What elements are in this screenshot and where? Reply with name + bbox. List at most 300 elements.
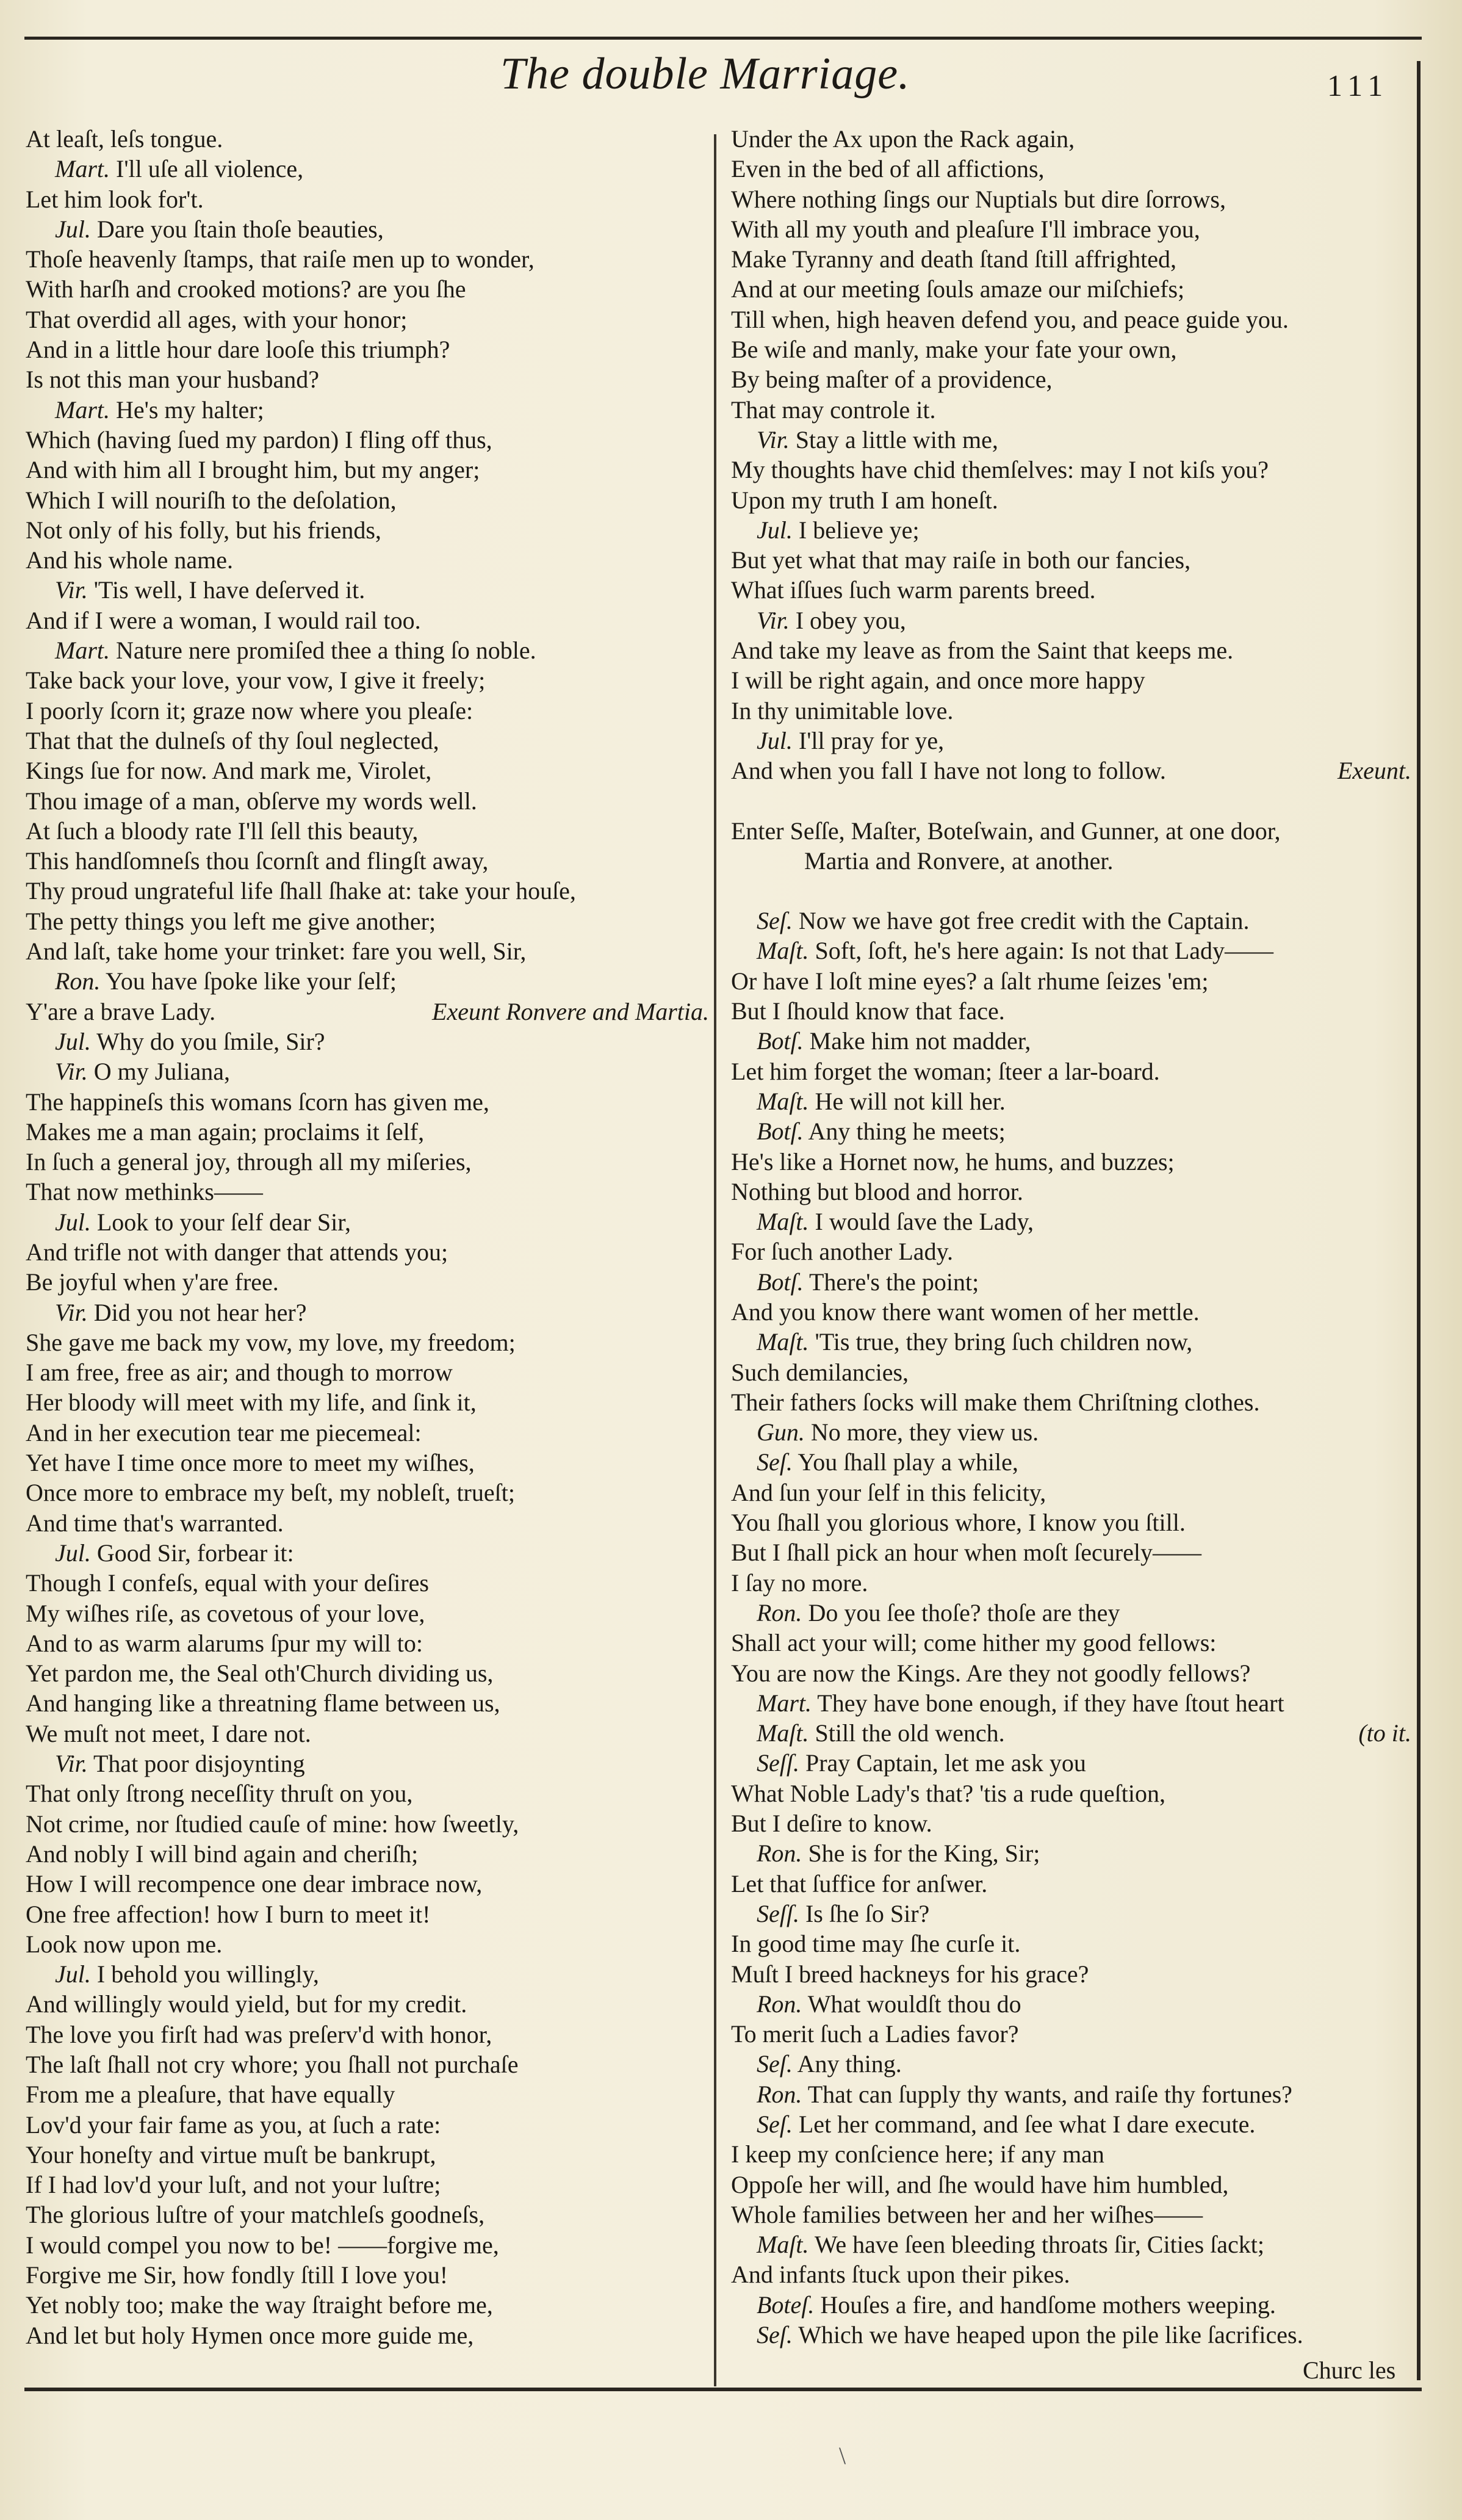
verse-line: [26, 1688, 709, 1718]
line-text: Good Sir, forbear it:: [96, 1539, 294, 1567]
stage-direction: Exeunt.: [1337, 757, 1411, 785]
line-text: What iſſues ſuch warm parents breed.: [731, 576, 1096, 604]
verse-line: [731, 1658, 1411, 1688]
verse-line: [26, 1809, 709, 1839]
verse-line: [731, 274, 1411, 304]
line-text: Nothing but blood and horror.: [731, 1177, 1023, 1205]
line-text: You are now the Kings. Are they not goodly fellows?: [731, 1659, 1251, 1687]
verse-line: [26, 1298, 709, 1327]
line-text: I am free, free as air; and though to morrow: [26, 1359, 453, 1387]
line-text: How I will recompence one dear imbrace now,: [26, 1870, 483, 1898]
verse-line: [731, 1778, 1411, 1808]
line-text: But yet what that may raiſe in both our fancies,: [731, 546, 1191, 574]
verse-line: [731, 696, 1411, 726]
speaker-name: Jul.: [55, 1027, 91, 1055]
verse-line: [26, 756, 709, 785]
line-text: Makes me a man again; proclaims it ſelf,: [26, 1117, 425, 1146]
verse-line: [731, 1327, 1411, 1357]
line-text: Did you not hear her?: [93, 1298, 307, 1326]
line-text: Which (having ſued my pardon) I fling off thus,: [26, 425, 492, 453]
line-text: The glorious luſtre of your matchleſs goodneſs,: [26, 2201, 485, 2229]
verse-line: [26, 2079, 709, 2109]
verse-line: [731, 364, 1411, 394]
verse-line: [26, 575, 709, 605]
verse-line: [26, 1327, 709, 1357]
verse-line: [26, 1087, 709, 1117]
verse-line: [731, 2259, 1411, 2289]
line-text: Where nothing ſings our Nuptials but dire ſorrows,: [731, 185, 1226, 213]
right-text-column: [731, 124, 1411, 2350]
verse-line: [26, 2290, 709, 2320]
verse-line: [731, 334, 1411, 364]
line-text: Thoſe heavenly ſtamps, that raiſe men up to wonder,: [26, 245, 535, 273]
line-text: And nobly I will bind again and cheriſh;: [26, 1839, 419, 1868]
line-text: Under the Ax upon the Rack again,: [731, 125, 1075, 153]
verse-line: [731, 635, 1411, 665]
line-text: Let that ſuffice for anſwer.: [731, 1869, 988, 1897]
verse-line: [731, 2320, 1411, 2350]
line-text: The happineſs this womans ſcorn has given me,: [26, 1088, 489, 1116]
line-text: And hanging like a threatning flame between us,: [26, 1689, 500, 1717]
line-text: In thy unimitable love.: [731, 696, 954, 724]
verse-line: [26, 305, 709, 334]
verse-line: [731, 1628, 1411, 1658]
page-number: 111: [1327, 68, 1389, 103]
verse-line: [26, 1448, 709, 1478]
verse-line: [731, 1507, 1411, 1537]
line-text: And his whole name.: [26, 546, 233, 574]
line-text: Muſt I breed hackneys for his grace?: [731, 1960, 1089, 1988]
stanza-gap: [731, 786, 1411, 816]
line-text: 'Tis true, they bring ſuch children now,: [815, 1328, 1193, 1356]
verse-line: [26, 1568, 709, 1598]
line-text: Still the old wench.: [815, 1719, 1005, 1747]
speaker-name: Maſt.: [757, 1208, 809, 1236]
line-text: You ſhall you glorious whore, I know you ſtill.: [731, 1509, 1186, 1537]
line-text: I'll uſe all violence,: [116, 155, 304, 183]
speaker-name: Vir.: [55, 1750, 88, 1778]
line-text: That now methinks——: [26, 1178, 263, 1206]
speaker-name: Maſt.: [757, 2231, 809, 2259]
speaker-name: Ron.: [757, 1990, 802, 2018]
line-text: You have ſpoke like your ſelf;: [105, 967, 397, 995]
line-text: Whole families between her and her wiſhes——: [731, 2200, 1203, 2228]
verse-line: [26, 1147, 709, 1177]
line-text: And time that's warranted.: [26, 1509, 284, 1537]
line-text: Though I confeſs, equal with your deſires: [26, 1569, 429, 1597]
line-text: Be joyful when y'are free.: [26, 1268, 279, 1296]
verse-line: [731, 124, 1411, 154]
verse-line: [731, 1929, 1411, 1959]
speaker-name: Jul.: [55, 1539, 91, 1567]
line-text: We muſt not meet, I dare not.: [26, 1719, 311, 1747]
verse-line: [26, 2020, 709, 2049]
line-text: I poorly ſcorn it; graze now where you pleaſe:: [26, 696, 474, 724]
line-text: Let him forget the woman; ſteer a lar-board.: [731, 1057, 1160, 1085]
verse-line: [731, 906, 1411, 936]
verse-line: [731, 395, 1411, 425]
speaker-name: Seſſ.: [757, 1749, 799, 1777]
verse-line: [731, 485, 1411, 515]
line-text: Make him not madder,: [809, 1027, 1031, 1055]
line-text: One free affection! how I burn to meet it!: [26, 1900, 431, 1928]
verse-line: [731, 1537, 1411, 1567]
left-text-column: [26, 124, 709, 2350]
verse-line: [731, 184, 1411, 214]
verse-line: [26, 1989, 709, 2019]
line-text: Yet pardon me, the Seal oth'Church dividing us,: [26, 1659, 494, 1688]
verse-line: [731, 515, 1411, 545]
verse-line: [26, 2170, 709, 2200]
line-text: The love you firſt had was preſerv'd with honor,: [26, 2020, 492, 2048]
line-text: And in a little hour dare looſe this triumph?: [26, 336, 450, 364]
line-text: This handſomneſs thou ſcornſt and flingſt away,: [26, 847, 489, 875]
running-title: The double Marriage.: [500, 49, 910, 99]
speaker-name: Maſt.: [757, 1328, 809, 1356]
verse-line: [731, 1899, 1411, 1929]
line-text: That may controle it.: [731, 395, 936, 424]
line-text: I believe ye;: [798, 516, 920, 544]
line-text: And ſun your ſelf in this felicity,: [731, 1478, 1046, 1506]
verse-line: [731, 1447, 1411, 1477]
verse-line: [731, 1297, 1411, 1327]
line-text: And you know there want women of her mettle.: [731, 1298, 1200, 1326]
line-text: What Noble Lady's that? 'tis a rude queſtion,: [731, 1779, 1165, 1807]
line-text: Is not this man your husband?: [26, 366, 320, 394]
verse-line: [26, 184, 709, 214]
verse-line: [731, 575, 1411, 605]
verse-line: [731, 756, 1411, 785]
line-text: Pray Captain, let me ask you: [805, 1749, 1086, 1777]
speaker-name: Vir.: [55, 576, 88, 604]
speaker-name: Ron.: [757, 1839, 802, 1868]
line-text: Look to your ſelf dear Sir,: [96, 1208, 351, 1236]
line-text: I obey you,: [795, 606, 906, 634]
verse-line: [731, 1147, 1411, 1177]
verse-line: [731, 2049, 1411, 2079]
line-text: By being maſter of a providence,: [731, 366, 1053, 394]
line-text: And at our meeting ſouls amaze our miſchiefs;: [731, 275, 1185, 303]
verse-line: [731, 1808, 1411, 1838]
verse-line: [731, 1959, 1411, 1989]
line-text: And take my leave as from the Saint that keeps me.: [731, 637, 1234, 665]
line-text: Be wiſe and manly, make your fate your own,: [731, 336, 1177, 364]
verse-line: [26, 485, 709, 515]
line-text: That can ſupply thy wants, and raiſe thy fortunes?: [807, 2080, 1292, 2108]
line-text: Shall act your will; come hither my good fellows:: [731, 1629, 1217, 1657]
verse-line: [731, 1177, 1411, 1207]
speaker-name: Maſt.: [757, 1087, 809, 1115]
line-text: Yet have I time once more to meet my wiſhes,: [26, 1449, 475, 1477]
line-text: Forgive me Sir, how fondly ſtill I love you!: [26, 2261, 448, 2289]
line-text: Which I will nouriſh to the deſolation,: [26, 486, 397, 514]
line-text: The laſt ſhall not cry whore; you ſhall not purchaſe: [26, 2051, 519, 2078]
line-text: Your honeſty and virtue muſt be bankrupt,: [26, 2140, 436, 2168]
verse-line: [731, 1568, 1411, 1598]
line-text: Houſes a fire, and handſome mothers weeping.: [820, 2291, 1276, 2319]
catchword: Churc les: [1303, 2356, 1396, 2384]
verse-line: [731, 305, 1411, 334]
verse-line: [26, 997, 709, 1027]
verse-line: [26, 1839, 709, 1869]
line-text: Take back your love, your vow, I give it freely;: [26, 666, 486, 695]
verse-line: [26, 1899, 709, 1929]
line-text: There's the point;: [808, 1268, 979, 1296]
verse-line: [731, 1417, 1411, 1447]
verse-line: [26, 2110, 709, 2140]
verse-line: [26, 364, 709, 394]
line-text: Thou image of a man, obſerve my words well.: [26, 787, 477, 815]
line-text: Y'are a brave Lady.: [26, 997, 216, 1025]
line-text: That only ſtrong neceſſity thruſt on you,: [26, 1780, 413, 1808]
verse-line: [731, 1056, 1411, 1086]
line-text: In ſuch a general joy, through all my miſeries,: [26, 1148, 472, 1176]
stage-direction: Exeunt Ronvere and Martia.: [432, 997, 709, 1025]
line-text: And with him all I brought him, but my anger;: [26, 456, 480, 484]
verse-line: [26, 1056, 709, 1086]
line-text: Soft, ſoft, he's here again: Is not that Lady——: [815, 937, 1274, 965]
verse-line: [26, 1778, 709, 1808]
verse-line: [26, 274, 709, 304]
line-text: She gave me back my vow, my love, my freedom;: [26, 1328, 516, 1356]
line-text: Make Tyranny and death ſtand ſtill affrighted,: [731, 245, 1176, 273]
line-text: Now we have got free credit with the Captain.: [798, 907, 1250, 935]
line-text: And let but holy Hymen once more guide me,: [26, 2321, 474, 2349]
verse-line: [731, 1598, 1411, 1628]
line-text: Such demilancies,: [731, 1358, 909, 1386]
verse-line: [731, 726, 1411, 756]
line-text: At leaſt, leſs tongue.: [26, 125, 223, 153]
line-text: To merit ſuch a Ladies favor?: [731, 2020, 1019, 2048]
verse-line: [731, 214, 1411, 244]
verse-line: [731, 545, 1411, 575]
line-text: I behold you willingly,: [96, 1960, 319, 1988]
verse-line: [26, 846, 709, 876]
line-text: And if I were a woman, I would rail too.: [26, 606, 421, 634]
verse-line: [731, 1989, 1411, 2019]
line-text: He will not kill her.: [815, 1087, 1006, 1115]
verse-line: [731, 1086, 1411, 1116]
line-text: Nature nere promiſed thee a thing ſo noble.: [116, 637, 536, 665]
speaker-name: Vir.: [757, 606, 790, 634]
line-text: Upon my truth I am honeſt.: [731, 486, 998, 514]
speaker-name: Vir.: [55, 1298, 88, 1326]
line-text: She is for the King, Sir;: [808, 1839, 1040, 1868]
verse-line: [26, 1628, 709, 1658]
line-text: Do you ſee thoſe? thoſe are they: [808, 1598, 1120, 1626]
speaker-name: Boteſ.: [757, 2291, 815, 2319]
verse-line: [26, 1959, 709, 1989]
line-text: O my Juliana,: [93, 1058, 231, 1086]
line-text: Or have I loſt mine eyes? a ſalt rhume ſeizes 'em;: [731, 967, 1209, 995]
speaker-name: Seſ.: [757, 907, 793, 935]
line-text: And in her execution tear me piecemeal:: [26, 1418, 422, 1446]
speaker-name: Ron.: [757, 2080, 802, 2108]
verse-line: [731, 1748, 1411, 1778]
speaker-name: Ron.: [55, 967, 101, 995]
speaker-name: Seſ.: [757, 2321, 793, 2349]
verse-line: [731, 1116, 1411, 1146]
verse-line: [26, 605, 709, 635]
column-divider: [714, 134, 716, 2386]
line-text: The petty things you left me give another;: [26, 907, 436, 935]
verse-line: [731, 425, 1411, 455]
speaker-name: Seſ.: [757, 2110, 793, 2138]
line-text: I would ſave the Lady,: [815, 1208, 1034, 1236]
verse-line: [731, 605, 1411, 635]
line-text: Let him look for't.: [26, 185, 204, 213]
verse-line: [26, 2140, 709, 2170]
line-text: With harſh and crooked motions? are you ſhe: [26, 275, 466, 303]
verse-line: [26, 1027, 709, 1056]
verse-line: [731, 1838, 1411, 1868]
verse-line: [26, 515, 709, 545]
line-text: For ſuch another Lady.: [731, 1238, 953, 1266]
line-text: At ſuch a bloody rate I'll ſell this beauty,: [26, 817, 419, 845]
verse-line: [26, 1929, 709, 1959]
line-text: Any thing he meets;: [808, 1117, 1006, 1146]
verse-line: [731, 1237, 1411, 1266]
verse-line: [731, 244, 1411, 274]
verse-line: [731, 1688, 1411, 1718]
line-text: I'll pray for ye,: [798, 726, 945, 754]
right-border-rule: [1417, 61, 1421, 2380]
speaker-name: Vir.: [55, 1058, 88, 1086]
speaker-name: Mart.: [757, 1689, 812, 1717]
line-text: And when you fall I have not long to follow.: [731, 757, 1166, 785]
line-text: Once more to embrace my beſt, my nobleſt, trueſt;: [26, 1479, 515, 1507]
stage-direction: Martia and Ronvere, at another.: [804, 847, 1114, 875]
verse-line: [731, 2200, 1411, 2229]
line-text: 'Tis well, I have deſerved it.: [93, 576, 366, 604]
verse-line: [26, 214, 709, 244]
line-text: But I ſhall pick an hour when moſt ſecurely——: [731, 1539, 1201, 1567]
verse-line: [26, 966, 709, 996]
page-header: [24, 37, 1422, 113]
line-text: In good time may ſhe curſe it.: [731, 1930, 1021, 1958]
line-text: And willingly would yield, but for my credit.: [26, 1990, 467, 2018]
line-text: I keep my conſcience here; if any man: [731, 2140, 1104, 2168]
speaker-name: Vir.: [757, 425, 790, 453]
verse-line: [731, 455, 1411, 485]
line-text: With all my youth and pleaſure I'll imbrace you,: [731, 215, 1200, 243]
verse-line: [26, 1117, 709, 1147]
stage-direction: Enter Seſſe, Maſter, Boteſwain, and Gunner, at one door,: [731, 817, 1281, 845]
bottom-mark: \: [839, 2442, 846, 2469]
verse-line: [26, 696, 709, 726]
line-text: Even in the bed of all affictions,: [731, 155, 1045, 183]
verse-line: [26, 425, 709, 455]
speaker-name: Jul.: [55, 215, 91, 243]
line-text: I would compel you now to be! ——forgive me,: [26, 2231, 499, 2259]
verse-line: [731, 665, 1411, 695]
verse-line: [731, 154, 1411, 184]
speaker-name: Botſ.: [757, 1268, 804, 1296]
line-text: You ſhall play a while,: [798, 1448, 1018, 1476]
verse-line: [26, 1237, 709, 1267]
verse-line: [731, 936, 1411, 966]
verse-line: [26, 1749, 709, 1778]
line-text: And trifle not with danger that attends you;: [26, 1238, 448, 1266]
verse-line: [731, 1267, 1411, 1297]
line-text: My thoughts have chid themſelves: may I not kiſs you?: [731, 456, 1269, 484]
line-text: They have bone enough, if they have ſtout heart: [817, 1689, 1284, 1717]
speaker-name: Ron.: [757, 1598, 802, 1626]
verse-line: [26, 906, 709, 936]
line-text: He's my halter;: [116, 395, 264, 424]
line-text: Till when, high heaven defend you, and peace guide you.: [731, 305, 1289, 333]
verse-line: [26, 154, 709, 184]
verse-line: [731, 1718, 1411, 1748]
verse-line: [731, 1869, 1411, 1899]
line-text: We have ſeen bleeding throats ſir, Cities ſackt;: [814, 2231, 1264, 2259]
verse-line: [26, 665, 709, 695]
line-text: Lov'd your fair fame as you, at ſuch a rate:: [26, 2110, 441, 2139]
verse-line: [26, 2230, 709, 2260]
line-text: Thy proud ungrateful life ſhall ſhake at: take your houſe,: [26, 877, 576, 905]
line-text: Kings ſue for now. And mark me, Virolet,: [26, 757, 432, 785]
line-text: He's like a Hornet now, he hums, and buzzes;: [731, 1147, 1175, 1175]
verse-line: [26, 816, 709, 846]
speaker-name: Maſt.: [757, 1719, 809, 1747]
speaker-name: Jul.: [55, 1208, 91, 1236]
speaker-name: Seſ.: [757, 2050, 793, 2078]
verse-line: [26, 936, 709, 966]
verse-line: [26, 244, 709, 274]
verse-line: [26, 1177, 709, 1207]
verse-line: [26, 2200, 709, 2229]
speaker-name: Jul.: [757, 516, 793, 544]
line-text: Is ſhe ſo Sir?: [805, 1899, 930, 1927]
line-text: My wiſhes riſe, as covetous of your love,: [26, 1599, 425, 1627]
stage-direction: (to it.: [1358, 1719, 1411, 1747]
verse-line: [26, 334, 709, 364]
line-text: But I deſire to know.: [731, 1810, 932, 1838]
verse-line: [731, 2170, 1411, 2200]
line-text: If I had lov'd your luſt, and not your luſtre;: [26, 2171, 441, 2199]
line-text: From me a pleaſure, that have equally: [26, 2081, 395, 2109]
line-text: And to as warm alarums ſpur my will to:: [26, 1629, 423, 1657]
verse-line: [731, 1478, 1411, 1507]
verse-line: [26, 786, 709, 816]
verse-line: [26, 2320, 709, 2350]
speaker-name: Gun.: [757, 1418, 805, 1446]
line-text: That that the dulneſs of thy ſoul neglected,: [26, 726, 439, 754]
verse-line: [26, 1658, 709, 1688]
line-text: Which we have heaped upon the pile like ſacrifices.: [798, 2321, 1303, 2349]
verse-line: [26, 1869, 709, 1899]
verse-line: [731, 2019, 1411, 2049]
speaker-name: Seſ.: [757, 1448, 793, 1476]
verse-line: [731, 1026, 1411, 1056]
verse-line: [26, 1267, 709, 1297]
verse-line: [26, 1598, 709, 1628]
verse-line: [26, 2260, 709, 2290]
verse-line: [731, 1207, 1411, 1237]
verse-line: [26, 726, 709, 756]
line-text: What wouldſt thou do: [807, 1990, 1021, 2018]
verse-line: [731, 1357, 1411, 1387]
line-text: Not crime, nor ſtudied cauſe of mine: how ſweetly,: [26, 1810, 519, 1838]
speaker-name: Mart.: [55, 155, 110, 183]
line-text: Let her command, and ſee what I dare execute.: [798, 2110, 1256, 2138]
verse-line: [26, 635, 709, 665]
speaker-name: Mart.: [55, 637, 110, 665]
speaker-name: Botſ.: [757, 1117, 804, 1146]
line-text: Her bloody will meet with my life, and ſink it,: [26, 1388, 477, 1417]
line-text: But I ſhould know that face.: [731, 997, 1005, 1025]
speaker-name: Mart.: [55, 395, 110, 424]
